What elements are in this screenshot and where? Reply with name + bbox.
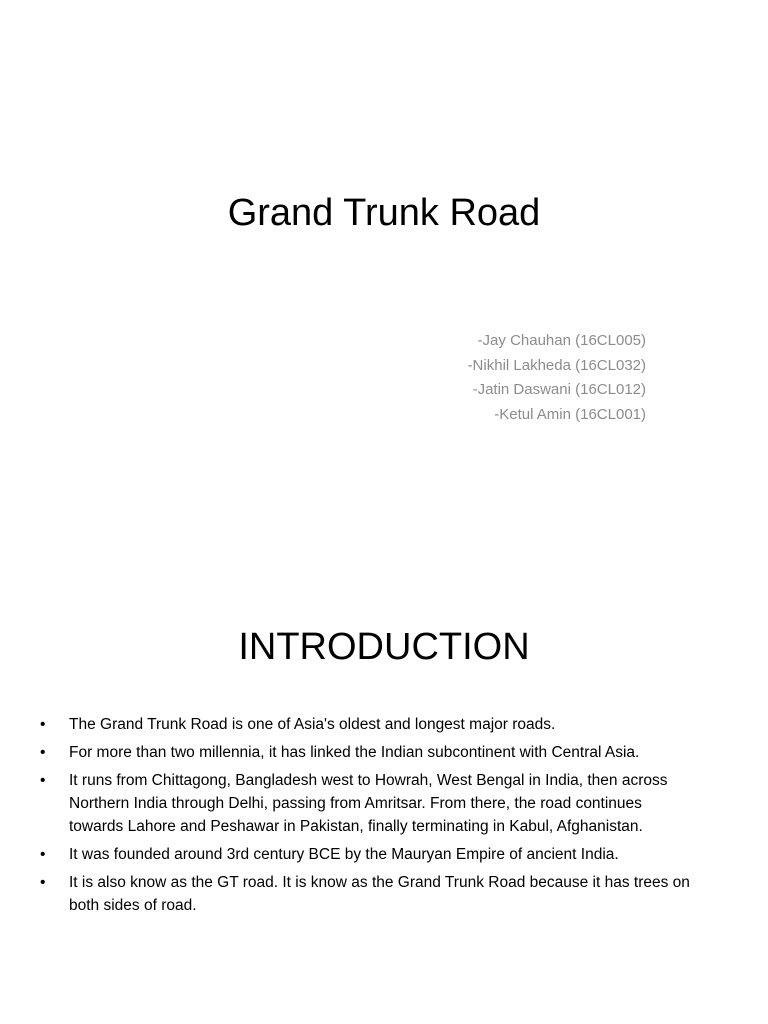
bullet-icon: • (40, 716, 46, 733)
bullet-text: It was founded around 3rd century BCE by the Mauryan Empire of ancient India. (69, 846, 619, 863)
list-item (40, 741, 700, 764)
introduction-slide (0, 576, 768, 1024)
slide-heading: INTRODUCTION (238, 626, 530, 668)
bullet-icon: • (40, 744, 46, 761)
bullet-icon: • (40, 874, 46, 891)
author-item: -Jatin Daswani (16CL012) (472, 381, 646, 398)
list-item (40, 713, 700, 736)
bullet-icon: • (40, 846, 46, 863)
bullet-text: It is also know as the GT road. It is know as the Grand Trunk Road because it has trees on both sides of road. (69, 874, 690, 914)
list-item (40, 769, 700, 838)
bullet-text: The Grand Trunk Road is one of Asia's oldest and longest major roads. (69, 716, 556, 733)
author-item: -Jay Chauhan (16CL005) (477, 332, 646, 349)
author-list (468, 329, 646, 427)
slide-title: Grand Trunk Road (227, 192, 541, 234)
bullet-text: For more than two millennia, it has linked the Indian subcontinent with Central Asia. (69, 744, 640, 761)
bullet-text: It runs from Chittagong, Bangladesh west to Howrah, West Bengal in India, then across Northern India through Delhi, passing from Amritsar. From there, the road continues towards Lahore and Peshawar in Pakistan, finally terminating in Kabul, Afghanistan. (69, 772, 668, 835)
list-item (40, 843, 700, 866)
list-item (40, 871, 700, 917)
bullet-list (40, 713, 700, 922)
author-item: -Nikhil Lakheda (16CL032) (467, 356, 646, 374)
bullet-icon: • (40, 772, 46, 789)
author-item: -Ketul Amin (16CL001) (494, 405, 646, 423)
